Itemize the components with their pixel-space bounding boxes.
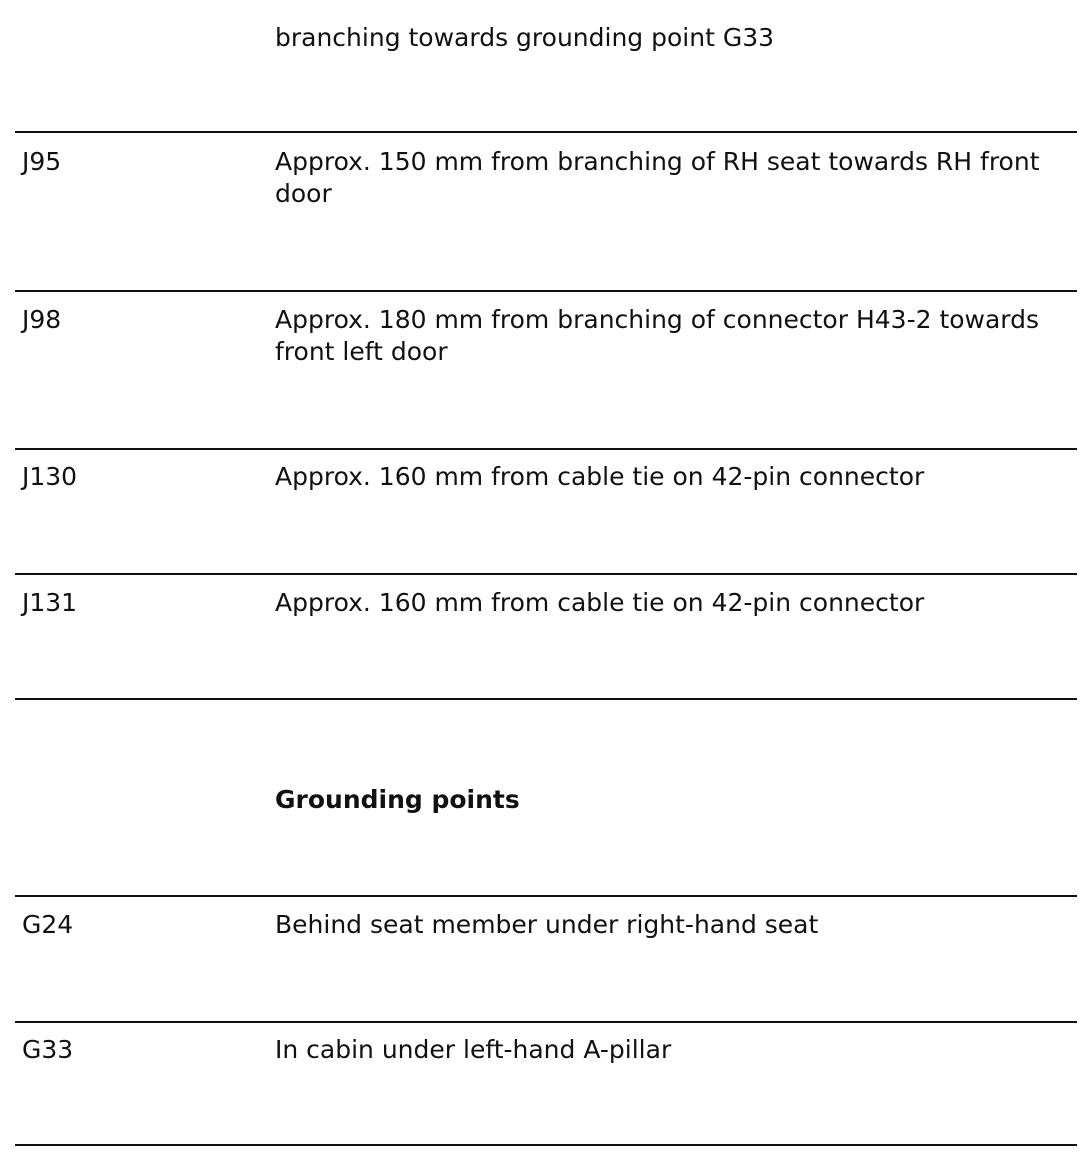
row-code: J98 (22, 305, 62, 334)
row-description: Approx. 150 mm from branching of RH seat towards RH front door (275, 147, 1040, 208)
table-divider (15, 895, 1077, 897)
table-divider (15, 1144, 1077, 1146)
continuation-text: branching towards grounding point G33 (275, 23, 774, 52)
row-code: G33 (22, 1035, 74, 1064)
row-description: Approx. 160 mm from cable tie on 42-pin connector (275, 588, 925, 617)
row-code: J131 (22, 588, 78, 617)
row-description: Behind seat member under right-hand seat (275, 910, 819, 939)
section-heading: Grounding points (275, 785, 520, 814)
table-divider (15, 448, 1077, 450)
table-divider (15, 1021, 1077, 1023)
table-divider (15, 698, 1077, 700)
row-code: J130 (22, 462, 78, 491)
table-divider (15, 290, 1077, 292)
table-divider (15, 573, 1077, 575)
table-divider (15, 131, 1077, 133)
row-description: Approx. 180 mm from branching of connector H43-2 towards front left door (275, 305, 1040, 366)
row-code: G24 (22, 910, 74, 939)
row-description: Approx. 160 mm from cable tie on 42-pin connector (275, 462, 925, 491)
row-code: J95 (22, 147, 62, 176)
row-description: In cabin under left-hand A-pillar (275, 1035, 672, 1064)
